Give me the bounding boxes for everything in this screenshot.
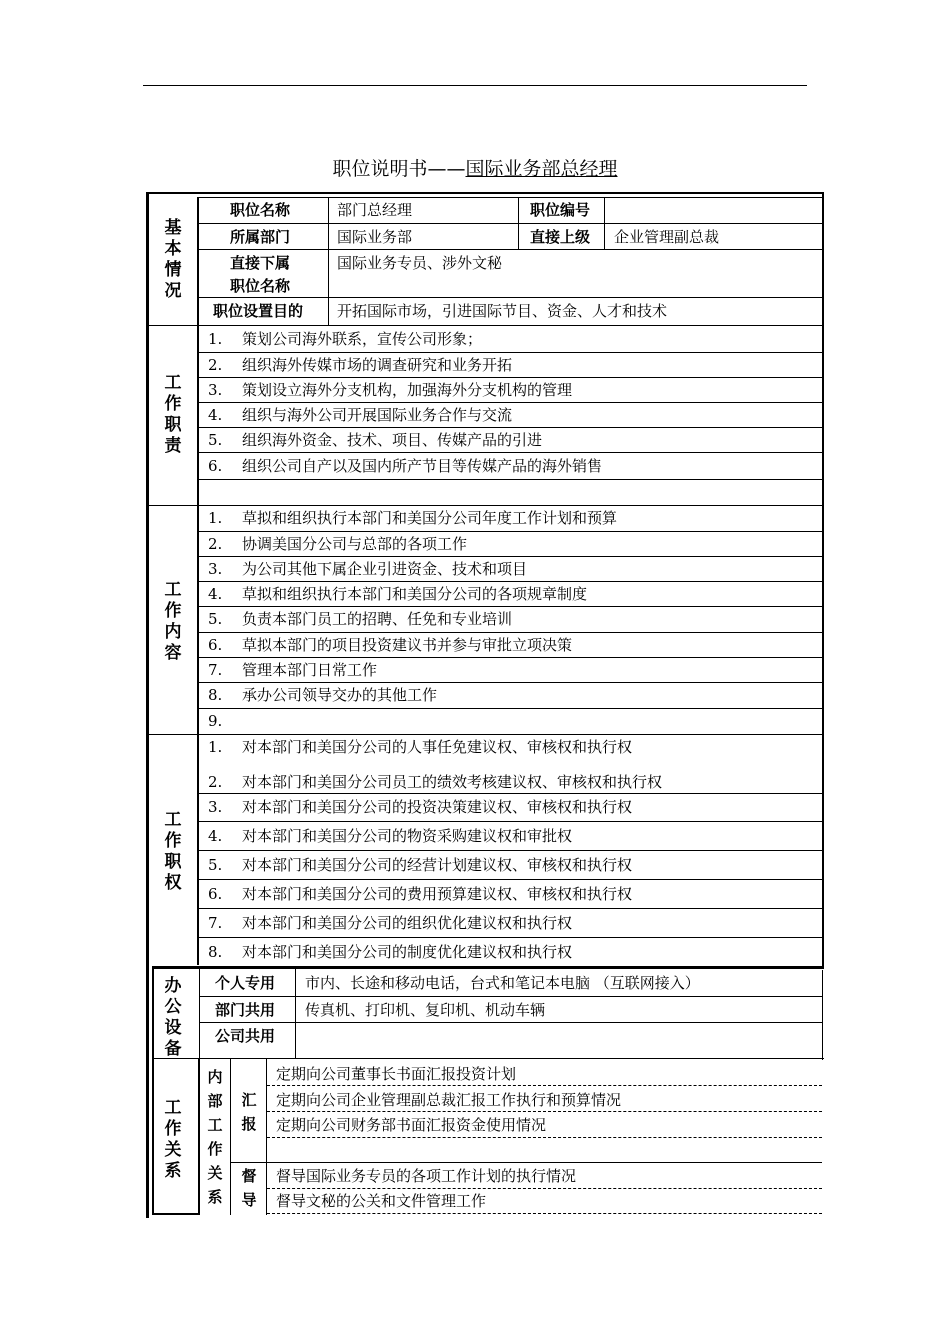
content-text: 管理本部门日常工作 bbox=[242, 661, 378, 679]
content-row-line bbox=[199, 708, 822, 709]
authority-text: 对本部门和美国分公司的经营计划建议权、审核权和执行权 bbox=[242, 856, 633, 874]
duty-number: 1. bbox=[208, 330, 223, 348]
duty-text: 组织公司自产以及国内所产节目等传媒产品的海外销售 bbox=[242, 457, 603, 475]
equipment-personal-label: 个人专用 bbox=[215, 974, 276, 992]
basic-col-line-1 bbox=[328, 197, 329, 325]
department-value: 国际业务部 bbox=[337, 228, 413, 246]
authority-item-2 bbox=[208, 772, 662, 792]
authority-number: 4. bbox=[208, 827, 223, 845]
equipment-company-label: 公司共用 bbox=[215, 1027, 276, 1045]
duties-row-line bbox=[199, 377, 822, 378]
duties-row-line bbox=[199, 479, 822, 480]
content-item-9 bbox=[208, 711, 242, 731]
basic-row-line-3 bbox=[199, 297, 822, 298]
equipment-department-label: 部门共用 bbox=[215, 1001, 276, 1019]
relations-section-label: 工作关系 bbox=[164, 1098, 182, 1181]
relations-row-dashed-line bbox=[267, 1085, 822, 1086]
authority-text: 对本部门和美国分公司的制度优化建议权和执行权 bbox=[242, 943, 573, 961]
duties-row-line bbox=[199, 352, 822, 353]
basic-info-section-label: 基本情况 bbox=[164, 218, 182, 301]
position-code-label: 职位编号 bbox=[530, 201, 591, 219]
duty-text: 策划公司海外联系，宣传公司形象； bbox=[242, 330, 483, 348]
authority-number: 7. bbox=[208, 914, 223, 932]
content-item-4 bbox=[208, 584, 587, 604]
table-left-border bbox=[146, 192, 149, 1218]
relations-group-divider bbox=[231, 1162, 822, 1163]
duty-number: 5. bbox=[208, 431, 223, 449]
report-item: 定期向公司财务部书面汇报资金使用情况 bbox=[276, 1116, 547, 1134]
content-item-2 bbox=[208, 534, 467, 554]
duties-row-line bbox=[199, 452, 822, 453]
table-right-border-lower bbox=[822, 970, 823, 1060]
supervise-item: 督导文秘的公关和文件管理工作 bbox=[276, 1192, 487, 1210]
subordinates-value: 国际业务专员、涉外文秘 bbox=[337, 254, 503, 272]
page-title: 职位说明书——国际业务部总经理 bbox=[332, 158, 618, 180]
authority-number: 1. bbox=[208, 738, 223, 756]
authority-section-label: 工作职权 bbox=[164, 810, 182, 893]
content-text: 为公司其他下属企业引进资金、技术和项目 bbox=[242, 560, 528, 578]
authority-text: 对本部门和美国分公司的费用预算建议权、审核权和执行权 bbox=[242, 885, 633, 903]
authority-number: 2. bbox=[208, 773, 223, 791]
authority-text: 对本部门和美国分公司的人事任免建议权、审核权和执行权 bbox=[242, 738, 633, 756]
department-label: 所属部门 bbox=[230, 228, 291, 246]
authority-item-6 bbox=[208, 884, 632, 904]
subordinates-label-line1: 直接下属 bbox=[230, 254, 291, 272]
authority-number: 3. bbox=[208, 798, 223, 816]
table-top-border bbox=[146, 192, 824, 194]
equipment-label-divider bbox=[199, 969, 200, 1058]
authority-item-8 bbox=[208, 942, 572, 962]
duty-item-4 bbox=[208, 405, 512, 425]
subordinates-label-line2: 职位名称 bbox=[230, 277, 291, 295]
section-divider-content bbox=[149, 734, 822, 735]
content-row-line bbox=[199, 581, 822, 582]
authority-item-3 bbox=[208, 797, 632, 817]
duty-item-3 bbox=[208, 380, 572, 400]
authority-text: 对本部门和美国分公司的投资决策建议权、审核权和执行权 bbox=[242, 798, 633, 816]
relations-row-dashed-line bbox=[267, 1137, 822, 1138]
authority-text: 对本部门和美国分公司的组织优化建议权和执行权 bbox=[242, 914, 573, 932]
section-divider-duties bbox=[149, 505, 822, 506]
authority-row-line bbox=[199, 937, 822, 938]
basic-row-line-2 bbox=[199, 249, 822, 250]
content-number: 6. bbox=[208, 636, 223, 654]
basic-row-line-1 bbox=[199, 223, 822, 224]
supervise-label: 督导 bbox=[241, 1167, 257, 1209]
relations-row-dashed-line bbox=[267, 1188, 822, 1189]
content-section-label: 工作内容 bbox=[164, 580, 182, 663]
content-item-6 bbox=[208, 635, 572, 655]
authority-row-line bbox=[199, 879, 822, 880]
report-label: 汇报 bbox=[241, 1091, 257, 1133]
relations-row-dashed-line bbox=[267, 1213, 822, 1214]
table-right-border bbox=[822, 192, 824, 968]
content-item-8 bbox=[208, 685, 437, 705]
supervisor-label: 直接上级 bbox=[530, 228, 591, 246]
content-row-line bbox=[199, 531, 822, 532]
supervise-item: 督导国际业务专员的各项工作计划的执行情况 bbox=[276, 1167, 577, 1185]
section-divider-basic bbox=[149, 325, 822, 326]
equipment-left-inner-border bbox=[152, 966, 154, 1214]
duty-number: 3. bbox=[208, 381, 223, 399]
content-text: 草拟和组织执行本部门和美国分公司的各项规章制度 bbox=[242, 585, 588, 603]
position-name-value: 部门总经理 bbox=[337, 201, 413, 219]
duty-item-2 bbox=[208, 355, 512, 375]
basic-col-line-3 bbox=[604, 197, 605, 249]
report-item: 定期向公司董事长书面汇报投资计划 bbox=[276, 1065, 517, 1083]
content-row-line bbox=[199, 682, 822, 683]
duty-text: 策划设立海外分支机构，加强海外分支机构的管理 bbox=[242, 381, 573, 399]
content-number: 5. bbox=[208, 610, 223, 628]
authority-number: 6. bbox=[208, 885, 223, 903]
content-number: 2. bbox=[208, 535, 223, 553]
content-text: 草拟本部门的项目投资建议书并参与审批立项决策 bbox=[242, 636, 573, 654]
authority-text: 对本部门和美国分公司员工的绩效考核建议权、审核权和执行权 bbox=[242, 773, 663, 791]
content-row-line bbox=[199, 632, 822, 633]
equipment-personal-value: 市内、长途和移动电话，台式和笔记本电脑 （互联网接入） bbox=[305, 974, 700, 992]
authority-item-4 bbox=[208, 826, 572, 846]
duty-text: 组织海外传媒市场的调查研究和业务开拓 bbox=[242, 356, 513, 374]
equipment-value-divider bbox=[295, 969, 296, 1058]
section-divider-equipment-thick bbox=[152, 966, 824, 969]
content-item-5 bbox=[208, 609, 512, 629]
header-rule bbox=[143, 85, 807, 86]
duties-row-line bbox=[199, 427, 822, 428]
content-number: 7. bbox=[208, 661, 223, 679]
supervisor-value: 企业管理副总裁 bbox=[614, 228, 720, 246]
duty-item-6 bbox=[208, 456, 602, 476]
content-item-1 bbox=[208, 508, 617, 528]
duties-section-label: 工作职责 bbox=[164, 373, 182, 456]
authority-number: 8. bbox=[208, 943, 223, 961]
content-item-3 bbox=[208, 559, 527, 579]
authority-row-line bbox=[199, 850, 822, 851]
content-row-line bbox=[199, 657, 822, 658]
authority-number: 5. bbox=[208, 856, 223, 874]
relations-row-dashed-line bbox=[267, 1111, 822, 1112]
content-item-7 bbox=[208, 660, 377, 680]
content-row-line bbox=[199, 606, 822, 607]
duty-number: 6. bbox=[208, 457, 223, 475]
content-number: 4. bbox=[208, 585, 223, 603]
equipment-row-line bbox=[199, 996, 822, 997]
authority-item-7 bbox=[208, 913, 572, 933]
content-number: 3. bbox=[208, 560, 223, 578]
position-name-label: 职位名称 bbox=[230, 201, 291, 219]
internal-relations-label: 内部工作关系 bbox=[207, 1068, 223, 1206]
report-item: 定期向公司企业管理副总裁汇报工作执行和预算情况 bbox=[276, 1091, 622, 1109]
relations-label-divider bbox=[198, 1059, 200, 1215]
authority-row-line bbox=[199, 793, 822, 794]
content-number: 8. bbox=[208, 686, 223, 704]
duty-item-1 bbox=[208, 329, 482, 349]
content-text: 草拟和组织执行本部门和美国分公司年度工作计划和预算 bbox=[242, 509, 618, 527]
authority-text: 对本部门和美国分公司的物资采购建议权和审批权 bbox=[242, 827, 573, 845]
authority-item-5 bbox=[208, 855, 632, 875]
duty-item-5 bbox=[208, 430, 542, 450]
authority-item-1 bbox=[208, 737, 632, 757]
relations-internal-divider bbox=[230, 1059, 231, 1215]
section-divider-relations bbox=[152, 1058, 824, 1059]
content-row-line bbox=[199, 556, 822, 557]
content-number: 9. bbox=[208, 712, 223, 730]
purpose-value: 开拓国际市场，引进国际节目、资金、人才和技术 bbox=[337, 302, 668, 320]
duty-number: 4. bbox=[208, 406, 223, 424]
equipment-section-label: 办公设备 bbox=[164, 976, 182, 1059]
content-text: 协调美国分公司与总部的各项工作 bbox=[242, 535, 468, 553]
authority-row-line bbox=[199, 821, 822, 822]
table-inner-top-border bbox=[199, 197, 822, 198]
duty-number: 2. bbox=[208, 356, 223, 374]
equipment-row-line bbox=[199, 1022, 822, 1023]
content-number: 1. bbox=[208, 509, 223, 527]
authority-row-line bbox=[199, 908, 822, 909]
content-text: 负责本部门员工的招聘、任免和专业培训 bbox=[242, 610, 513, 628]
equipment-department-value: 传真机、打印机、复印机、机动车辆 bbox=[305, 1001, 546, 1019]
relations-bottom-rule bbox=[152, 1213, 198, 1215]
duty-text: 组织与海外公司开展国际业务合作与交流 bbox=[242, 406, 513, 424]
content-text: 承办公司领导交办的其他工作 bbox=[242, 686, 438, 704]
purpose-label: 职位设置目的 bbox=[213, 302, 304, 320]
duty-text: 组织海外资金、技术、项目、传媒产品的引进 bbox=[242, 431, 543, 449]
duties-row-line bbox=[199, 402, 822, 403]
basic-col-line-2 bbox=[518, 197, 519, 249]
